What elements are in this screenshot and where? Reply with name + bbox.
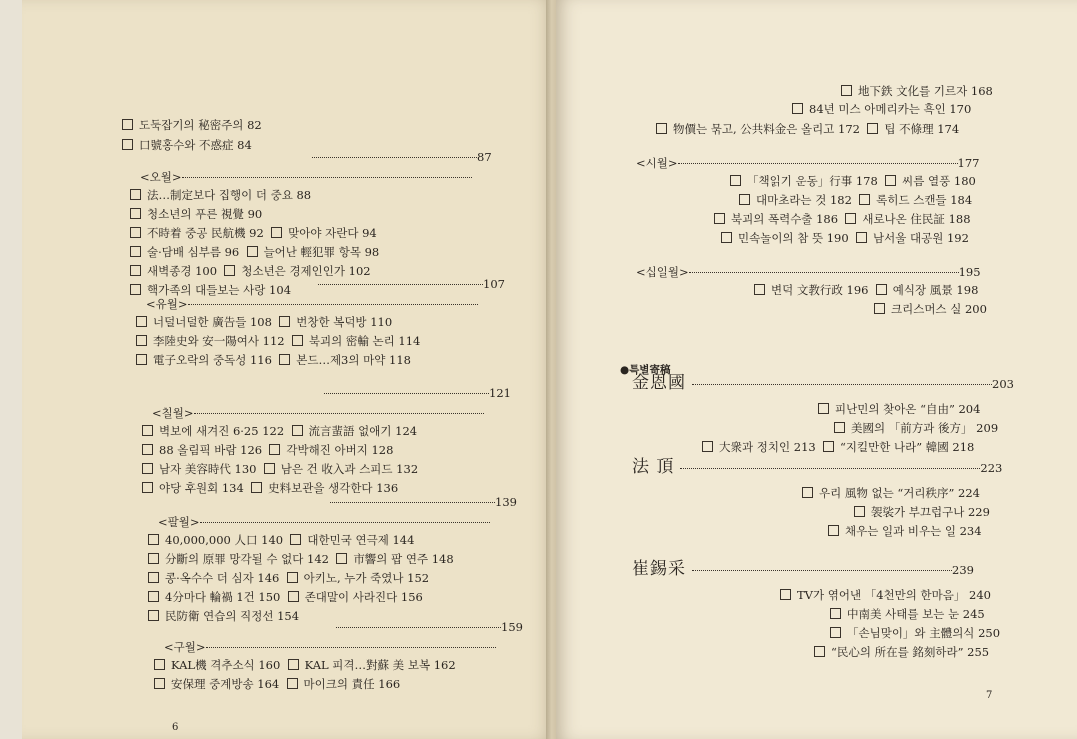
checkbox-icon — [288, 591, 299, 602]
toc-entry-line — [142, 443, 393, 457]
author-page: 239 — [952, 563, 974, 577]
section-heading — [636, 265, 981, 279]
section-title: <오월> — [140, 170, 472, 184]
section-page: 177 — [957, 156, 980, 170]
toc-entry: 크리스머스 실 200 — [891, 302, 987, 316]
toc-entry: 술·담배 심부름 96 — [147, 245, 240, 259]
checkbox-icon — [814, 646, 825, 657]
entry-spacer — [284, 424, 291, 438]
toc-entry: 새로나온 住民証 188 — [862, 212, 971, 226]
leader-dots — [318, 284, 483, 285]
checkbox-icon — [264, 463, 275, 474]
toc-entry-line — [130, 245, 379, 259]
checkbox-icon — [802, 487, 813, 498]
checkbox-icon — [251, 482, 262, 493]
toc-entry: 마이크의 責任 166 — [303, 677, 401, 691]
checkbox-icon — [656, 123, 667, 134]
toc-entry-line — [142, 481, 398, 495]
checkbox-icon — [130, 284, 141, 295]
checkbox-icon — [830, 608, 841, 619]
section-page: 139 — [495, 495, 517, 509]
toc-entry: 市響의 팝 연주 148 — [353, 552, 454, 566]
section-title: <구월> — [164, 640, 496, 654]
toc-entry: 야당 후원회 134 — [159, 481, 244, 495]
toc-entry: 각박해진 아버지 128 — [286, 443, 394, 457]
section-page: 121 — [489, 386, 511, 400]
checkbox-icon — [279, 316, 290, 327]
toc-entry: 袈裟가 부끄럽구나 229 — [871, 505, 990, 519]
checkbox-icon — [823, 441, 834, 452]
toc-entry-line — [142, 424, 417, 438]
toc-entry: 맞아야 자란다 94 — [288, 226, 377, 240]
toc-entry-line — [154, 677, 400, 691]
toc-entry: “民心의 所在를 銘刻하라” 255 — [831, 645, 990, 659]
checkbox-icon — [739, 194, 750, 205]
checkbox-icon — [287, 678, 298, 689]
toc-entry: 分斷의 原罪 망각될 수 없다 142 — [165, 552, 329, 566]
checkbox-icon — [288, 659, 299, 670]
checkbox-icon — [721, 232, 732, 243]
toc-entry: 88 올림픽 바람 126 — [159, 443, 263, 457]
entry-spacer — [256, 462, 263, 476]
toc-entry: 채우는 일과 비우는 일 234 — [845, 524, 982, 538]
section-page: 195 — [958, 265, 981, 279]
checkbox-icon — [841, 85, 852, 96]
section-heading — [324, 386, 511, 400]
toc-entry-line — [828, 524, 982, 538]
toc-entry-line — [792, 102, 971, 116]
checkbox-icon — [142, 425, 153, 436]
toc-entry-line — [142, 462, 418, 476]
checkbox-icon — [792, 103, 803, 114]
toc-entry: 본드…제3의 마약 118 — [296, 353, 411, 367]
toc-entry-line — [136, 315, 392, 329]
leader-dots — [182, 177, 472, 178]
toc-entry: 大衆과 정치인 213 — [719, 440, 816, 454]
toc-entry: 84년 미스 아메리카는 흑인 170 — [809, 102, 972, 116]
toc-entry: 口號홍수와 不惑症 84 — [139, 138, 252, 152]
section-heading — [312, 150, 492, 164]
toc-entry: TV가 엮어낸 「4천만의 한마음」 240 — [797, 588, 991, 602]
checkbox-icon — [830, 627, 841, 638]
entry-spacer — [239, 245, 246, 259]
section-title: <칠월> — [152, 406, 484, 420]
toc-entry-line — [802, 486, 980, 500]
toc-entry-line — [780, 588, 991, 602]
entry-spacer — [283, 533, 290, 547]
checkbox-icon — [148, 591, 159, 602]
toc-entry-line — [841, 84, 993, 98]
checkbox-icon — [867, 123, 878, 134]
checkbox-icon — [148, 610, 159, 621]
checkbox-icon — [780, 589, 791, 600]
toc-entry: 핵가족의 대들보는 사랑 104 — [147, 283, 292, 297]
checkbox-icon — [224, 265, 235, 276]
author-page: 223 — [980, 461, 1003, 475]
toc-entry: 남은 건 收入과 스피드 132 — [280, 462, 419, 476]
checkbox-icon — [279, 354, 290, 365]
toc-entry-line — [148, 609, 299, 623]
toc-entry: 法…制定보다 집행이 더 중요 88 — [147, 188, 312, 202]
author-heading — [632, 559, 974, 579]
toc-entry: 벽보에 새겨진 6·25 122 — [159, 424, 285, 438]
checkbox-icon — [136, 335, 147, 346]
section-title: <시월> — [636, 156, 678, 170]
checkbox-icon — [856, 232, 867, 243]
toc-entry: 청소년은 경제인인가 102 — [241, 264, 371, 278]
toc-entry: 「손님맞이」와 主體의식 250 — [847, 626, 1001, 640]
leader-dots — [678, 163, 958, 164]
toc-entry: 流言蜚語 없애기 124 — [308, 424, 418, 438]
toc-entry-line — [122, 118, 262, 132]
checkbox-icon — [154, 678, 165, 689]
entry-spacer — [816, 440, 823, 454]
entry-spacer — [279, 571, 286, 585]
toc-entry-line — [702, 440, 974, 454]
leader-dots — [689, 272, 959, 273]
toc-entry-line — [814, 645, 989, 659]
leader-dots — [324, 393, 489, 394]
checkbox-icon — [130, 265, 141, 276]
toc-entry: 대한민국 연극제 144 — [307, 533, 415, 547]
toc-entry: 너덜너덜한 廣告들 108 — [153, 315, 272, 329]
toc-entry: 대마초라는 것 182 — [756, 193, 852, 207]
toc-entry-line — [656, 122, 959, 136]
author-name: 崔錫采 — [632, 559, 686, 579]
checkbox-icon — [859, 194, 870, 205]
toc-entry-line — [739, 193, 972, 207]
checkbox-icon — [336, 553, 347, 564]
toc-entry: 우리 風物 없는 “거리秩序” 224 — [819, 486, 980, 500]
checkbox-icon — [154, 659, 165, 670]
checkbox-icon — [845, 213, 856, 224]
page-number: 6 — [172, 722, 179, 733]
toc-entry: 번창한 복덕방 110 — [296, 315, 393, 329]
toc-entry-line — [136, 353, 411, 367]
checkbox-icon — [136, 354, 147, 365]
toc-entry: 安保理 중계방송 164 — [171, 677, 280, 691]
section-page: 107 — [483, 277, 505, 291]
toc-entry: 남서울 대공원 192 — [873, 231, 969, 245]
toc-entry: 李陸史와 安一陽여사 112 — [153, 334, 285, 348]
section-page: 87 — [477, 150, 492, 164]
checkbox-icon — [130, 208, 141, 219]
toc-entry-line — [130, 264, 371, 278]
entry-spacer — [280, 590, 287, 604]
leader-dots — [188, 304, 478, 305]
toc-entry: 電子오락의 중독성 116 — [153, 353, 272, 367]
checkbox-icon — [122, 119, 133, 130]
leader-dots — [312, 157, 477, 158]
section-heading — [636, 156, 979, 170]
toc-entry: 남자 美容時代 130 — [159, 462, 257, 476]
toc-entry: 아키노, 누가 죽였나 152 — [303, 571, 430, 585]
author-name: 法 頂 — [632, 457, 675, 477]
toc-entry-line — [148, 590, 423, 604]
checkbox-icon — [136, 316, 147, 327]
checkbox-icon — [142, 463, 153, 474]
entry-spacer — [280, 658, 287, 672]
toc-entry-line — [122, 138, 252, 152]
checkbox-icon — [885, 175, 896, 186]
toc-entry: 物價는 묶고, 公共料金은 올리고 172 — [673, 122, 860, 136]
leader-dots — [336, 627, 501, 628]
entry-spacer — [852, 193, 859, 207]
entry-spacer — [849, 231, 856, 245]
section-heading — [318, 277, 505, 291]
toc-entry-line — [148, 533, 414, 547]
author-name: 金恩國 — [632, 373, 686, 393]
toc-entry-line — [830, 607, 985, 621]
entry-spacer — [329, 552, 336, 566]
checkbox-icon — [828, 525, 839, 536]
checkbox-icon — [287, 572, 298, 583]
checkbox-icon — [148, 553, 159, 564]
toc-entry: 地下鉄 文化를 기르자 168 — [858, 84, 993, 98]
checkbox-icon — [130, 227, 141, 238]
section-title: <팔월> — [158, 515, 490, 529]
toc-entry: 존대말이 사라진다 156 — [304, 590, 423, 604]
checkbox-icon — [148, 534, 159, 545]
toc-entry-line — [130, 207, 262, 221]
toc-entry: 팁 不條理 174 — [884, 122, 960, 136]
toc-entry-line — [818, 402, 980, 416]
entry-spacer — [262, 443, 269, 457]
checkbox-icon — [854, 506, 865, 517]
leader-dots — [200, 522, 490, 523]
checkbox-icon — [269, 444, 280, 455]
toc-entry-line — [830, 626, 1000, 640]
toc-entry-line — [754, 283, 978, 297]
leader-dots — [330, 502, 495, 503]
author-heading — [632, 373, 1014, 393]
toc-entry: 변덕 文教行政 196 — [771, 283, 869, 297]
toc-entry: 씨름 열풍 180 — [902, 174, 976, 188]
checkbox-icon — [818, 403, 829, 414]
section-heading — [336, 620, 523, 634]
toc-entry-line — [874, 302, 987, 316]
toc-entry: 북괴의 폭력수출 186 — [731, 212, 839, 226]
toc-entry-line — [730, 174, 976, 188]
entry-spacer — [878, 174, 885, 188]
toc-entry: 民防衛 연습의 직정선 154 — [165, 609, 300, 623]
checkbox-icon — [714, 213, 725, 224]
toc-entry: 不時着 중공 民航機 92 — [147, 226, 264, 240]
checkbox-icon — [292, 425, 303, 436]
author-page: 203 — [992, 377, 1014, 391]
entry-spacer — [868, 283, 875, 297]
leader-dots — [680, 468, 980, 469]
checkbox-icon — [122, 139, 133, 150]
leader-dots — [206, 647, 496, 648]
leader-dots — [692, 570, 952, 571]
checkbox-icon — [876, 284, 887, 295]
toc-entry: “지킬만한 나라” 韓國 218 — [840, 440, 975, 454]
leader-dots — [194, 413, 484, 414]
leader-dots — [692, 384, 992, 385]
entry-spacer — [272, 315, 279, 329]
toc-entry: 새벽종경 100 — [147, 264, 218, 278]
section-heading — [330, 495, 517, 509]
toc-entry-line — [148, 552, 454, 566]
toc-entry: KAL 피격…對蘇 美 보복 162 — [304, 658, 456, 672]
checkbox-icon — [142, 482, 153, 493]
checkbox-icon — [292, 335, 303, 346]
toc-entry: 美國의 「前方과 後方」 209 — [851, 421, 999, 435]
toc-entry: 피난민의 찾아온 “自由” 204 — [835, 402, 981, 416]
toc-entry: 예식장 風景 198 — [892, 283, 979, 297]
checkbox-icon — [247, 246, 258, 257]
checkbox-icon — [271, 227, 282, 238]
checkbox-icon — [130, 189, 141, 200]
checkbox-icon — [702, 441, 713, 452]
toc-entry: KAL機 격추소식 160 — [171, 658, 281, 672]
toc-entry-line — [854, 505, 990, 519]
toc-entry: 록히드 스캔들 184 — [876, 193, 973, 207]
special-contribution-label: ●특별寄稿 — [620, 364, 671, 376]
entry-spacer — [838, 212, 845, 226]
entry-spacer — [860, 122, 867, 136]
entry-spacer — [264, 226, 271, 240]
toc-entry: 민속놀이의 참 뜻 190 — [738, 231, 849, 245]
toc-entry-line — [834, 421, 998, 435]
checkbox-icon — [834, 422, 845, 433]
toc-entry-line — [136, 334, 420, 348]
toc-entry: 북괴의 密輸 논리 114 — [308, 334, 421, 348]
right-page — [556, 0, 1077, 739]
checkbox-icon — [730, 175, 741, 186]
toc-entry: 40,000,000 人口 140 — [165, 533, 284, 547]
checkbox-icon — [754, 284, 765, 295]
toc-entry: 史料보관을 생각한다 136 — [268, 481, 399, 495]
toc-entry: 늘어난 輕犯罪 항목 98 — [263, 245, 380, 259]
section-title: <십일월> — [636, 265, 689, 279]
toc-entry-line — [130, 226, 377, 240]
toc-entry-line — [721, 231, 969, 245]
checkbox-icon — [874, 303, 885, 314]
checkbox-icon — [142, 444, 153, 455]
entry-spacer — [217, 264, 224, 278]
toc-entry: 청소년의 푸른 視覺 90 — [147, 207, 263, 221]
left-page — [22, 0, 552, 739]
checkbox-icon — [130, 246, 141, 257]
toc-entry-line — [148, 571, 429, 585]
section-page: 159 — [501, 620, 523, 634]
toc-entry-line — [130, 283, 291, 297]
toc-entry: 콩·옥수수 더 심자 146 — [165, 571, 280, 585]
entry-spacer — [272, 353, 279, 367]
toc-entry: 도둑잡기의 秘密주의 82 — [139, 118, 262, 132]
entry-spacer — [279, 677, 286, 691]
page-number: 7 — [986, 690, 993, 701]
toc-entry-line — [154, 658, 456, 672]
toc-entry: 「책읽기 운동」行事 178 — [747, 174, 878, 188]
checkbox-icon — [290, 534, 301, 545]
entry-spacer — [285, 334, 292, 348]
toc-entry-line — [714, 212, 971, 226]
toc-entry: 4分마다 輪禍 1건 150 — [165, 590, 281, 604]
entry-spacer — [244, 481, 251, 495]
toc-entry: 中南美 사태를 보는 눈 245 — [847, 607, 985, 621]
section-title: <유월> — [146, 297, 478, 311]
toc-entry-line — [130, 188, 311, 202]
author-heading — [632, 457, 1003, 477]
checkbox-icon — [148, 572, 159, 583]
